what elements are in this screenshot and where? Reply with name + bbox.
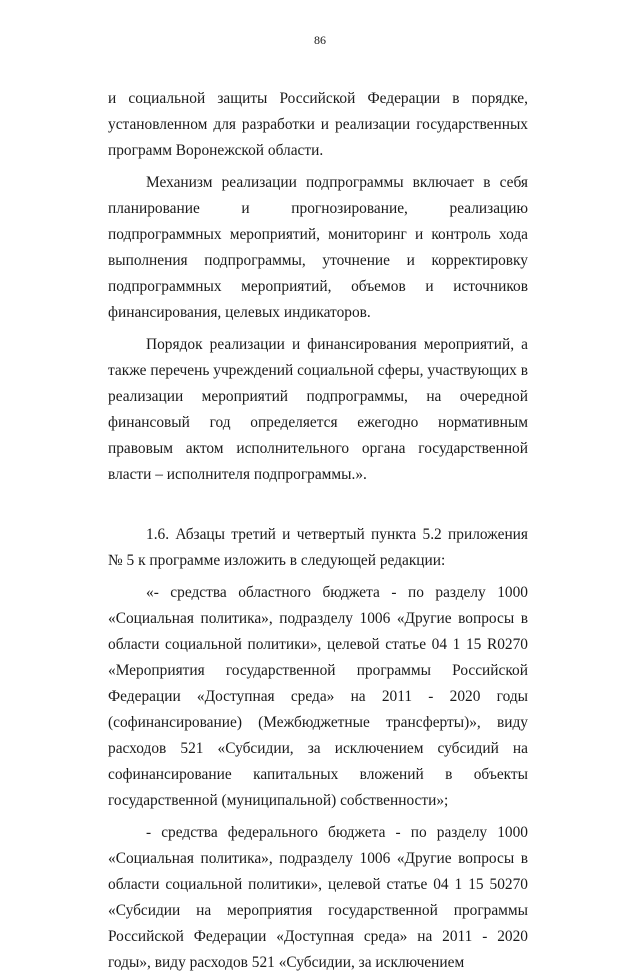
document-body xyxy=(108,86,528,976)
page-number: 86 xyxy=(314,33,326,47)
paragraph-mechanism: Механизм реализации подпрограммы включает в себя планирование и прогнозирование, реализацию подпрограммных мероприятий, мониторинг и контроль хода выполнения подпрограммы, уточнение и корректировку подпрограммных мероприятий, объемов и источников финансирования, целевых индикаторов. xyxy=(108,174,528,321)
paragraph-continuation: и социальной защиты Российской Федерации в порядке, установленном для разработки и реализации государственных программ Воронежской области. xyxy=(108,90,528,159)
paragraph-amendment-1-6: 1.6. Абзацы третий и четвертый пункта 5.2 приложения № 5 к программе изложить в следующей редакции: xyxy=(108,526,528,569)
paragraph-federal-budget: - средства федерального бюджета - по разделу 1000 «Социальная политика», подразделу 1006 «Другие вопросы в области социальной политики», целевой статье 04 1 15 50270 «Субсидии на мероприятия государственной программы Российской Федерации «Доступная среда» на 2011 - 2020 годы», виду расходов 521 «Субсидии, за исключением xyxy=(108,824,528,971)
paragraph-regional-budget: «- средства областного бюджета - по разделу 1000 «Социальная политика», подразделу 1006 «Другие вопросы в области социальной политики», целевой статье 04 1 15 R0270 «Мероприятия государственной программы Российской Федерации «Доступная среда» на 2011 - 2020 годы (софинансирование) (Межбюджетные трансферты)», виду расходов 521 «Субсидии, за исключением субсидий на софинансирование капитальных вложений в объекты государственной (муниципальной) собственности»; xyxy=(108,584,528,809)
paragraph-procedure: Порядок реализации и финансирования мероприятий, а также перечень учреждений социальной сферы, участвующих в реализации мероприятий подпрограммы, на очередной финансовый год определяется ежегодно нормативным правовым актом исполнительного органа государственной власти – исполнителя подпрограммы.». xyxy=(108,336,528,483)
